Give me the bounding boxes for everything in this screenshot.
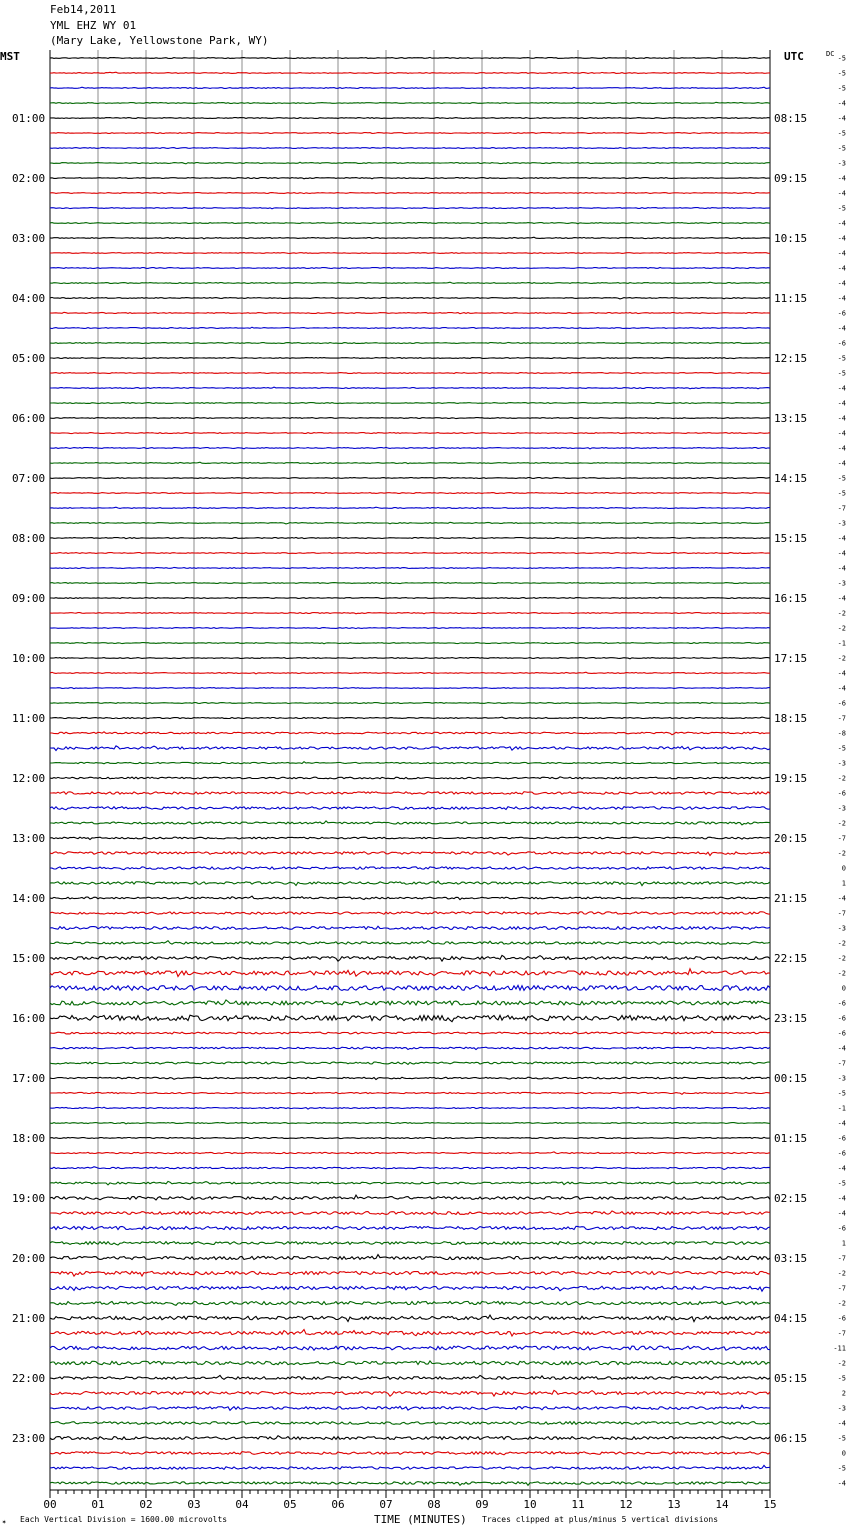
dc-offset-label: -4 [837, 1209, 846, 1218]
dc-offset-label: 0 [841, 864, 846, 873]
seismic-trace [50, 1000, 770, 1005]
dc-offset-label: -3 [837, 1074, 846, 1083]
seismic-trace [50, 1286, 770, 1291]
dc-offset-label: -3 [837, 519, 846, 528]
seismic-trace [50, 193, 770, 194]
seismic-trace [50, 447, 770, 449]
dc-offset-label: -6 [837, 1314, 846, 1323]
seismic-trace [50, 118, 770, 119]
dc-offset-label: -4 [837, 684, 846, 693]
dc-offset-label: -5 [837, 474, 846, 483]
dc-offset-label: 0 [841, 984, 846, 993]
seismic-trace [50, 1436, 770, 1440]
seismic-trace [50, 1195, 770, 1200]
dc-offset-label: -6 [837, 1029, 846, 1038]
seismic-trace [50, 72, 770, 73]
dc-offset-label: -2 [837, 609, 846, 618]
utc-hour-label: 19:15 [774, 772, 808, 785]
station-location: (Mary Lake, Yellowstone Park, WY) [50, 34, 269, 47]
seismic-trace [50, 358, 770, 359]
dc-offset-label: -4 [837, 1479, 846, 1488]
seismic-trace [50, 762, 770, 764]
seismic-trace [50, 148, 770, 149]
seismic-trace [50, 387, 770, 389]
dc-offset-label: -2 [837, 1299, 846, 1308]
dc-offset-label: -7 [837, 834, 846, 843]
dc-offset-label: -2 [837, 624, 846, 633]
seismic-trace [50, 1123, 770, 1124]
mst-hour-label: 02:00 [12, 172, 46, 185]
dc-offset-label: -5 [837, 84, 846, 93]
seismic-trace [50, 208, 770, 209]
seismic-trace [50, 537, 770, 539]
dc-offset-label: -5 [837, 69, 846, 78]
dc-offset-label: -5 [837, 54, 846, 63]
scale-note: Each Vertical Division = 1600.00 microvolts [20, 1515, 228, 1524]
seismic-trace [50, 1047, 770, 1050]
mst-hour-label: 15:00 [12, 952, 46, 965]
seismic-trace [50, 628, 770, 629]
dc-offset-label: -3 [837, 804, 846, 813]
mst-hour-label: 22:00 [12, 1372, 46, 1385]
dc-offset-label: -3 [837, 924, 846, 933]
dc-offset-label: -4 [837, 189, 846, 198]
seismic-trace [50, 717, 770, 718]
seismic-trace [50, 926, 770, 929]
seismic-trace [50, 985, 770, 990]
dc-offset-label: -4 [837, 669, 846, 678]
x-tick-label: 09 [475, 1498, 489, 1511]
dc-offset-label: -7 [837, 714, 846, 723]
dc-offset-label: -4 [837, 1419, 846, 1428]
dc-offset-label: -7 [837, 1329, 846, 1338]
seismic-trace [50, 433, 770, 434]
dc-offset-label: -5 [837, 1464, 846, 1473]
seismic-trace [50, 1137, 770, 1138]
seismic-trace [50, 493, 770, 494]
seismic-trace [50, 1301, 770, 1305]
seismic-trace [50, 955, 770, 961]
seismic-trace [50, 969, 770, 977]
seismic-trace [50, 1255, 770, 1260]
mst-hour-label: 18:00 [12, 1132, 46, 1145]
seismic-trace [50, 373, 770, 374]
seismic-trace [50, 613, 770, 614]
utc-hour-label: 08:15 [774, 112, 808, 125]
dc-offset-label: -5 [837, 369, 846, 378]
dc-offset-label: -4 [837, 234, 846, 243]
dc-offset-label: -4 [837, 294, 846, 303]
seismic-trace [50, 1482, 770, 1486]
mst-hour-label: 21:00 [12, 1312, 46, 1325]
seismic-trace [50, 253, 770, 254]
dc-offset-label: -4 [837, 324, 846, 333]
dc-offset-label: -11 [833, 1344, 846, 1353]
seismic-trace [50, 643, 770, 644]
seismic-trace [50, 792, 770, 795]
station-name: YML EHZ WY 01 [50, 19, 137, 32]
seismic-trace [50, 597, 770, 598]
dc-label: DC [826, 50, 835, 58]
seismic-trace [50, 133, 770, 134]
seismic-trace [50, 1015, 770, 1022]
dc-offset-label: -6 [837, 999, 846, 1008]
seismic-trace [50, 1422, 770, 1425]
dc-offset-label: -4 [837, 174, 846, 183]
mst-hour-label: 05:00 [12, 352, 46, 365]
dc-offset-label: -4 [837, 114, 846, 123]
seismic-trace [50, 703, 770, 704]
seismic-trace [50, 658, 770, 659]
seismic-trace [50, 268, 770, 269]
utc-hour-label: 20:15 [774, 832, 808, 845]
dc-offset-label: 2 [841, 1389, 846, 1398]
dc-offset-label: 1 [841, 879, 846, 888]
x-tick-label: 15 [763, 1498, 777, 1511]
seismic-trace [50, 297, 770, 299]
seismic-trace [50, 1405, 770, 1410]
utc-hour-label: 23:15 [774, 1012, 808, 1025]
seismic-trace [50, 867, 770, 870]
mst-hour-label: 11:00 [12, 712, 46, 725]
utc-hour-label: 21:15 [774, 892, 808, 905]
seismic-trace [50, 941, 770, 945]
dc-offset-label: -4 [837, 399, 846, 408]
dc-offset-label: -4 [837, 549, 846, 558]
seismic-trace [50, 1226, 770, 1229]
utc-hour-label: 09:15 [774, 172, 808, 185]
mst-label: MST [0, 50, 20, 63]
dc-offset-label: -4 [837, 429, 846, 438]
dc-offset-label: -2 [837, 819, 846, 828]
dc-offset-label: -2 [837, 849, 846, 858]
dc-offset-label: -4 [837, 1194, 846, 1203]
seismic-trace [50, 1107, 770, 1109]
seismic-trace [50, 672, 770, 674]
x-tick-label: 10 [523, 1498, 537, 1511]
dc-offset-label: -2 [837, 1269, 846, 1278]
seismic-trace [50, 567, 770, 568]
seismic-trace [50, 1077, 770, 1079]
utc-hour-label: 10:15 [774, 232, 808, 245]
dc-offset-label: -5 [837, 1089, 846, 1098]
seismic-trace [50, 327, 770, 328]
dc-offset-label: -4 [837, 219, 846, 228]
corner-mark: ✶ [2, 1518, 7, 1526]
mst-hour-label: 10:00 [12, 652, 46, 665]
mst-hour-label: 09:00 [12, 592, 46, 605]
mst-hour-label: 23:00 [12, 1432, 46, 1445]
dc-offset-label: -5 [837, 1179, 846, 1188]
seismic-trace [50, 1465, 770, 1469]
dc-offset-label: -4 [837, 99, 846, 108]
dc-offset-label: -2 [837, 939, 846, 948]
utc-hour-label: 22:15 [774, 952, 808, 965]
x-tick-label: 03 [187, 1498, 201, 1511]
seismic-trace [50, 222, 770, 224]
mst-hour-label: 06:00 [12, 412, 46, 425]
mst-hour-label: 19:00 [12, 1192, 46, 1205]
mst-hour-label: 07:00 [12, 472, 46, 485]
x-tick-label: 01 [91, 1498, 105, 1511]
dc-offset-label: -4 [837, 564, 846, 573]
dc-offset-label: -2 [837, 954, 846, 963]
seismic-trace [50, 881, 770, 886]
utc-hour-label: 06:15 [774, 1432, 808, 1445]
seismic-trace [50, 57, 770, 58]
seismic-trace [50, 837, 770, 839]
dc-offset-label: -4 [837, 249, 846, 258]
utc-hour-label: 01:15 [774, 1132, 808, 1145]
x-tick-label: 05 [283, 1498, 297, 1511]
x-tick-label: 00 [43, 1498, 57, 1511]
dc-offset-label: -2 [837, 774, 846, 783]
dc-offset-label: -6 [837, 789, 846, 798]
seismic-trace [50, 777, 770, 779]
dc-offset-label: -6 [837, 1134, 846, 1143]
seismic-trace [50, 237, 770, 239]
x-tick-label: 14 [715, 1498, 729, 1511]
mst-hour-label: 17:00 [12, 1072, 46, 1085]
utc-hour-label: 13:15 [774, 412, 808, 425]
seismic-trace [50, 1346, 770, 1350]
seismic-trace [50, 1390, 770, 1396]
seismic-trace [50, 312, 770, 313]
dc-offset-label: -5 [837, 1434, 846, 1443]
dc-offset-label: -2 [837, 654, 846, 663]
utc-hour-label: 11:15 [774, 292, 808, 305]
dc-offset-label: -4 [837, 1044, 846, 1053]
seismic-trace [50, 522, 770, 524]
dc-offset-label: -6 [837, 339, 846, 348]
seismic-trace [50, 912, 770, 915]
seismic-trace [50, 553, 770, 554]
seismic-trace [50, 342, 770, 343]
dc-offset-label: -7 [837, 1059, 846, 1068]
dc-offset-label: -5 [837, 744, 846, 753]
x-tick-label: 06 [331, 1498, 345, 1511]
seismic-trace [50, 1315, 770, 1322]
seismic-trace [50, 1167, 770, 1170]
x-tick-label: 11 [571, 1498, 585, 1511]
dc-offset-label: 0 [841, 1449, 846, 1458]
seismic-trace [50, 852, 770, 856]
seismic-trace [50, 418, 770, 419]
mst-hour-label: 12:00 [12, 772, 46, 785]
seismic-trace [50, 1181, 770, 1185]
dc-offset-label: -6 [837, 699, 846, 708]
seismic-trace [50, 1361, 770, 1365]
mst-hour-label: 01:00 [12, 112, 46, 125]
dc-offset-label: -4 [837, 384, 846, 393]
seismic-trace [50, 403, 770, 404]
seismic-trace [50, 462, 770, 464]
dc-offset-label: -7 [837, 909, 846, 918]
seismic-trace [50, 807, 770, 810]
seismic-trace [50, 1452, 770, 1455]
utc-hour-label: 03:15 [774, 1252, 808, 1265]
utc-hour-label: 05:15 [774, 1372, 808, 1385]
seismic-trace [50, 478, 770, 479]
utc-hour-label: 15:15 [774, 532, 808, 545]
utc-hour-label: 04:15 [774, 1312, 808, 1325]
dc-offset-label: -3 [837, 579, 846, 588]
x-tick-label: 07 [379, 1498, 393, 1511]
seismic-trace [50, 1242, 770, 1245]
dc-offset-label: -6 [837, 1224, 846, 1233]
utc-hour-label: 00:15 [774, 1072, 808, 1085]
dc-offset-label: -4 [837, 444, 846, 453]
dc-offset-label: -3 [837, 159, 846, 168]
x-tick-label: 04 [235, 1498, 249, 1511]
seismic-trace [50, 507, 770, 508]
dc-offset-label: -7 [837, 1254, 846, 1263]
clip-note: Traces clipped at plus/minus 5 vertical divisions [482, 1515, 719, 1524]
mst-hour-label: 20:00 [12, 1252, 46, 1265]
dc-offset-label: -4 [837, 264, 846, 273]
x-tick-label: 08 [427, 1498, 441, 1511]
utc-hour-label: 18:15 [774, 712, 808, 725]
dc-offset-label: -4 [837, 279, 846, 288]
utc-hour-label: 14:15 [774, 472, 808, 485]
mst-hour-label: 16:00 [12, 1012, 46, 1025]
seismic-trace [50, 1062, 770, 1064]
seismic-trace [50, 896, 770, 900]
seismic-trace [50, 1330, 770, 1337]
dc-offset-label: -1 [837, 1104, 846, 1113]
seismic-trace [50, 162, 770, 164]
seismic-trace [50, 1271, 770, 1276]
chart-date: Feb14,2011 [50, 3, 117, 16]
seismic-trace [50, 1092, 770, 1094]
x-tick-label: 02 [139, 1498, 153, 1511]
seismic-trace [50, 1152, 770, 1154]
dc-offset-label: -5 [837, 204, 846, 213]
x-tick-label: 13 [667, 1498, 681, 1511]
dc-offset-label: -4 [837, 1164, 846, 1173]
seismic-trace [50, 282, 770, 283]
dc-offset-label: -5 [837, 489, 846, 498]
dc-offset-label: -7 [837, 504, 846, 513]
dc-offset-label: -3 [837, 759, 846, 768]
dc-offset-label: -4 [837, 894, 846, 903]
seismic-trace [50, 688, 770, 689]
x-tick-label: 12 [619, 1498, 633, 1511]
x-axis-title: TIME (MINUTES) [374, 1513, 467, 1526]
dc-offset-label: -3 [837, 1404, 846, 1413]
dc-offset-label: -2 [837, 969, 846, 978]
seismic-trace [50, 1031, 770, 1034]
dc-offset-label: -5 [837, 129, 846, 138]
mst-hour-label: 13:00 [12, 832, 46, 845]
seismic-trace [50, 87, 770, 88]
dc-offset-label: -4 [837, 414, 846, 423]
utc-hour-label: 17:15 [774, 652, 808, 665]
seismic-trace [50, 102, 770, 103]
dc-offset-label: -4 [837, 459, 846, 468]
seismic-trace [50, 583, 770, 584]
seismic-trace [50, 178, 770, 179]
dc-offset-label: -5 [837, 144, 846, 153]
dc-offset-label: -4 [837, 594, 846, 603]
dc-offset-label: -7 [837, 1284, 846, 1293]
seismic-trace [50, 746, 770, 751]
dc-offset-label: -1 [837, 639, 846, 648]
dc-offset-label: -2 [837, 1359, 846, 1368]
mst-hour-label: 14:00 [12, 892, 46, 905]
dc-offset-label: 1 [841, 1239, 846, 1248]
seismic-trace [50, 732, 770, 735]
utc-hour-label: 12:15 [774, 352, 808, 365]
seismic-trace [50, 1211, 770, 1215]
mst-hour-label: 08:00 [12, 532, 46, 545]
dc-offset-label: -6 [837, 1149, 846, 1158]
dc-offset-label: -6 [837, 309, 846, 318]
dc-offset-label: -4 [837, 534, 846, 543]
mst-hour-label: 03:00 [12, 232, 46, 245]
seismic-trace [50, 821, 770, 825]
dc-offset-label: -4 [837, 1119, 846, 1128]
dc-offset-label: -6 [837, 1014, 846, 1023]
dc-offset-label: -5 [837, 1374, 846, 1383]
utc-hour-label: 16:15 [774, 592, 808, 605]
dc-offset-label: -5 [837, 354, 846, 363]
utc-label: UTC [784, 50, 804, 63]
utc-hour-label: 02:15 [774, 1192, 808, 1205]
seismic-trace [50, 1375, 770, 1379]
mst-hour-label: 04:00 [12, 292, 46, 305]
dc-offset-label: -8 [837, 729, 846, 738]
